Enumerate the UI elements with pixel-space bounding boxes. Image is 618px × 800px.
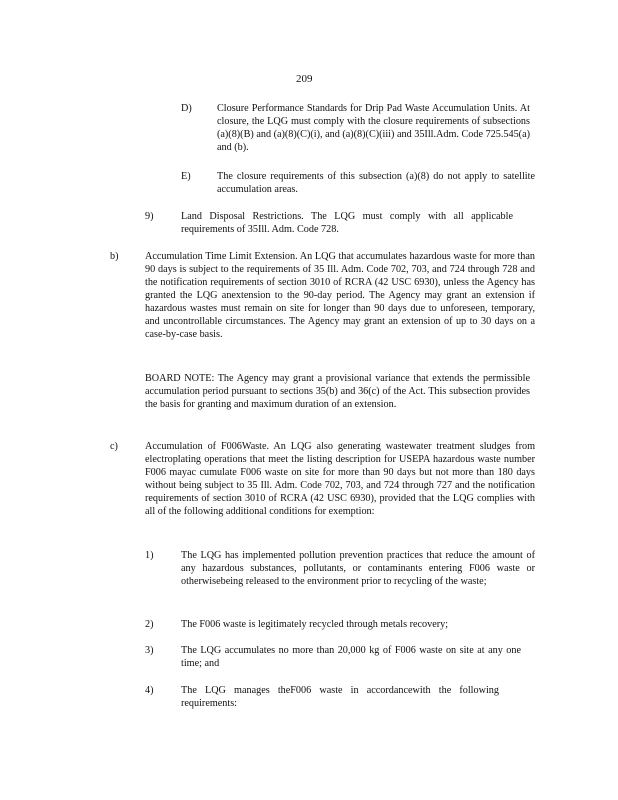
item-label: c)	[110, 441, 118, 452]
item-label: 4)	[145, 685, 154, 696]
paragraph-1: The LQG has implemented pollution prevention practices that reduce the amount of any hazardous substances, pollutants, or contaminants entering F006 waste or otherwisebeing released to the environment prior to recycling of the waste;	[181, 550, 535, 587]
page-number: 209	[296, 73, 313, 85]
item-label: D)	[181, 103, 192, 114]
item-label: 1)	[145, 550, 154, 561]
paragraph-c: Accumulation of F006Waste. An LQG also generating wastewater treatment sludges from electroplating operations that meet the listing description for USEPA hazardous waste number F006 mayac cumulate F006 waste on site for more than 90 days but not more than 180 days without being subject to 35 Ill. Adm. Code 702, 703, and 724 through 727 and the notification requirements of section 3010 of RCRA (42 USC 6930), provided that the LQG complies with all of the following additional conditions for exemption:	[145, 441, 535, 517]
item-label: 3)	[145, 645, 154, 656]
item-label: 2)	[145, 619, 154, 630]
paragraph-b: Accumulation Time Limit Extension. An LQG that accumulates hazardous waste for more than 90 days is subject to the requirements of 35 Ill. Adm. Code 702, 703, and 724 through 728 and the notification requirements of section 3010 of RCRA (42 USC 6930), unless the Agency has granted the LQG anextension to the 90-day period. The Agency may grant an extension if hazardous wastes must remain on site for longer than 90 days due to unforeseen, temporary, and uncontrollable circumstances. The Agency may grant an extension of up to 30 days on a case-by-case basis.	[145, 251, 535, 340]
item-label: 9)	[145, 211, 154, 222]
paragraph-d: Closure Performance Standards for Drip Pad Waste Accumulation Units. At closure, the LQG must comply with the closure requirements of subsections (a)(8)(B) and (a)(8)(C)(i), and (a)(8)(C)(iii) and 35Ill.Adm. Code 725.545(a) and (b).	[217, 103, 530, 153]
paragraph-9: Land Disposal Restrictions. The LQG must comply with all applicable requirements of 35Ill. Adm. Code 728.	[181, 211, 513, 235]
paragraph-e: The closure requirements of this subsection (a)(8) do not apply to satellite accumulation areas.	[217, 171, 535, 195]
paragraph-3: The LQG accumulates no more than 20,000 kg of F006 waste on site at any one time; and	[181, 645, 521, 669]
paragraph-4: The LQG manages theF006 waste in accordancewith the following requirements:	[181, 685, 499, 709]
item-label: E)	[181, 171, 191, 182]
paragraph-2: The F006 waste is legitimately recycled through metals recovery;	[181, 619, 449, 630]
board-note: BOARD NOTE: The Agency may grant a provisional variance that extends the permissible accumulation period pursuant to sections 35(b) and 36(c) of the Act. This subsection provides the basis for granting and maximum duration of an extension.	[145, 373, 530, 410]
item-label: b)	[110, 251, 119, 262]
